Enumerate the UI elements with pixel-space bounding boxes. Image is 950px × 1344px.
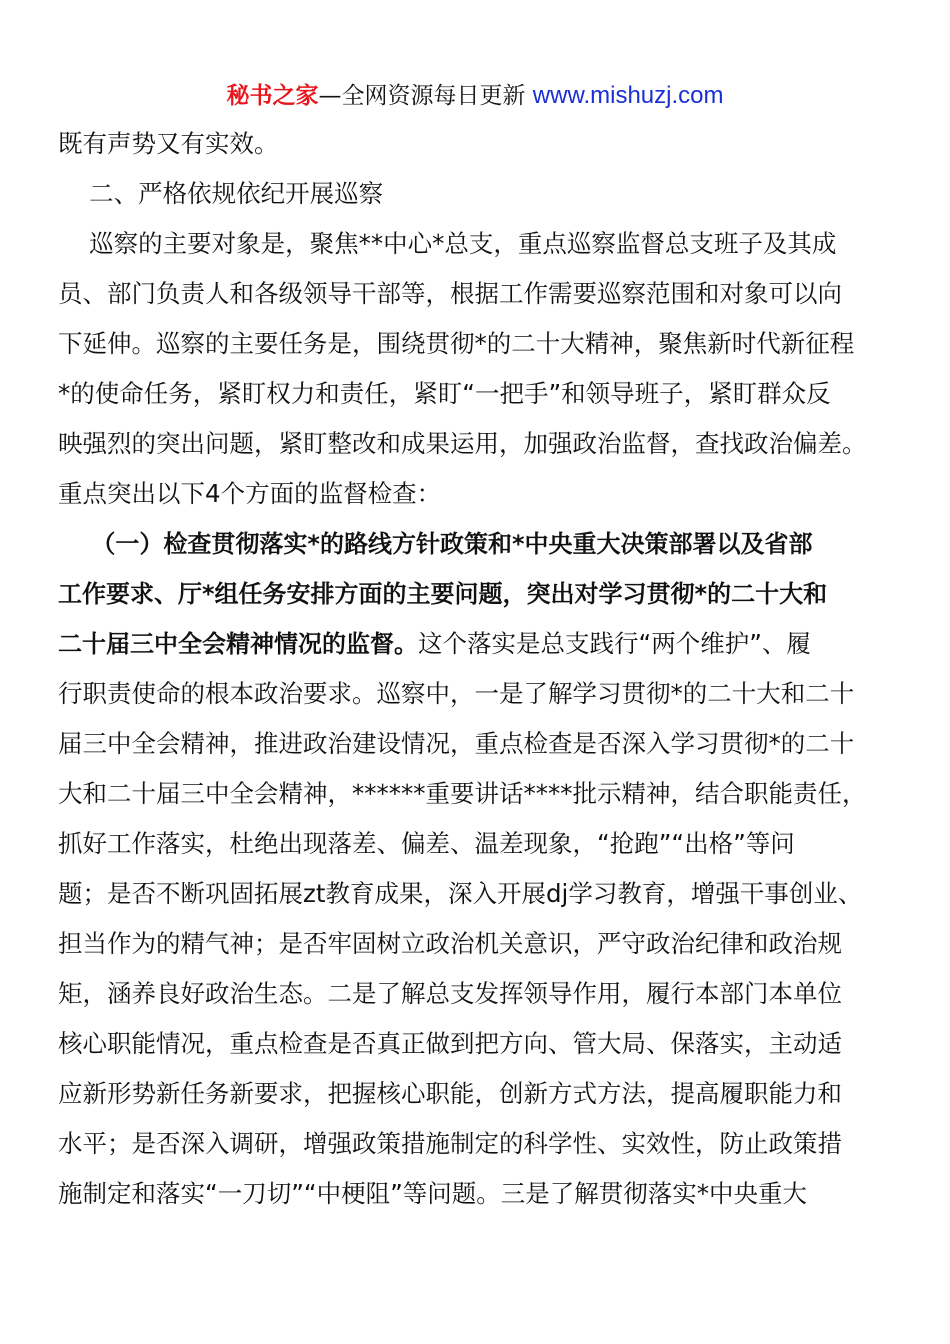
text-line: 矩，涵养良好政治生态。二是了解总支发挥领导作用，履行本部门本单位 [58,979,842,1008]
text-line: 员、部门负责人和各级领导干部等，根据工作需要巡察范围和对象可以向 [58,279,842,308]
text-line: 施制定和落实“一刀切”“中梗阻”等问题。三是了解贯彻落实*中央重大 [58,1179,808,1208]
text-line: 应新形势新任务新要求，把握核心职能，创新方式方法，提高履职能力和 [58,1079,842,1108]
text-line: 题；是否不断巩固拓展zt教育成果，深入开展dj学习教育，增强干事创业、 [58,879,863,908]
text-line: 重点突出以下4个方面的监督检查： [58,479,442,508]
mixed-line [58,628,898,660]
text-line: 大和二十届三中全会精神，******重要讲话****批示精神，结合职能责任， [58,779,867,808]
site-brand: 秘书之家 [226,83,319,109]
subheading-line: （一）检查贯彻落实*的路线方针政策和*中央重大决策部署以及省部 [58,530,813,558]
text-line: 担当作为的精气神；是否牢固树立政治机关意识，严守政治纪律和政治规 [58,929,842,958]
text-line: 届三中全会精神，推进政治建设情况，重点检查是否深入学习贯彻*的二十 [58,729,855,758]
text-line: 下延伸。巡察的主要任务是，围绕贯彻*的二十大精神，聚焦新时代新征程 [58,329,855,358]
subheading-end: 二十届三中全会精神情况的监督。 [58,630,418,658]
text-line: 既有声势又有实效。 [58,129,279,158]
text-line: 核心职能情况，重点检查是否真正做到把方向、管大局、保落实，主动适 [58,1029,842,1058]
text-span: 这个落实是总支践行“两个维护”、履 [418,629,811,658]
site-url-link[interactable]: www.mishuzj.com [532,82,724,109]
subheading-line: 工作要求、厅*组任务安排方面的主要问题，突出对学习贯彻*的二十大和 [58,580,828,608]
text-line: 映强烈的突出问题，紧盯整改和成果运用，加强政治监督，查找政治偏差。 [58,429,867,458]
text-line: 巡察的主要对象是，聚焦**中心*总支，重点巡察监督总支班子及其成 [58,229,837,258]
text-line: 行职责使命的根本政治要求。巡察中，一是了解学习贯彻*的二十大和二十 [58,679,855,708]
text-line: 水平；是否深入调研，增强政策措施制定的科学性、实效性，防止政策措 [58,1129,842,1158]
text-line: 抓好工作落实，杜绝出现落差、偏差、温差现象，“抢跑”“出格”等问 [58,829,795,858]
site-header [0,80,950,112]
text-line: *的使命任务，紧盯权力和责任，紧盯“一把手”和领导班子，紧盯群众反 [58,379,831,408]
section-heading: 二、严格依规依纪开展巡察 [58,179,384,208]
site-slogan: —全网资源每日更新 [318,83,533,109]
